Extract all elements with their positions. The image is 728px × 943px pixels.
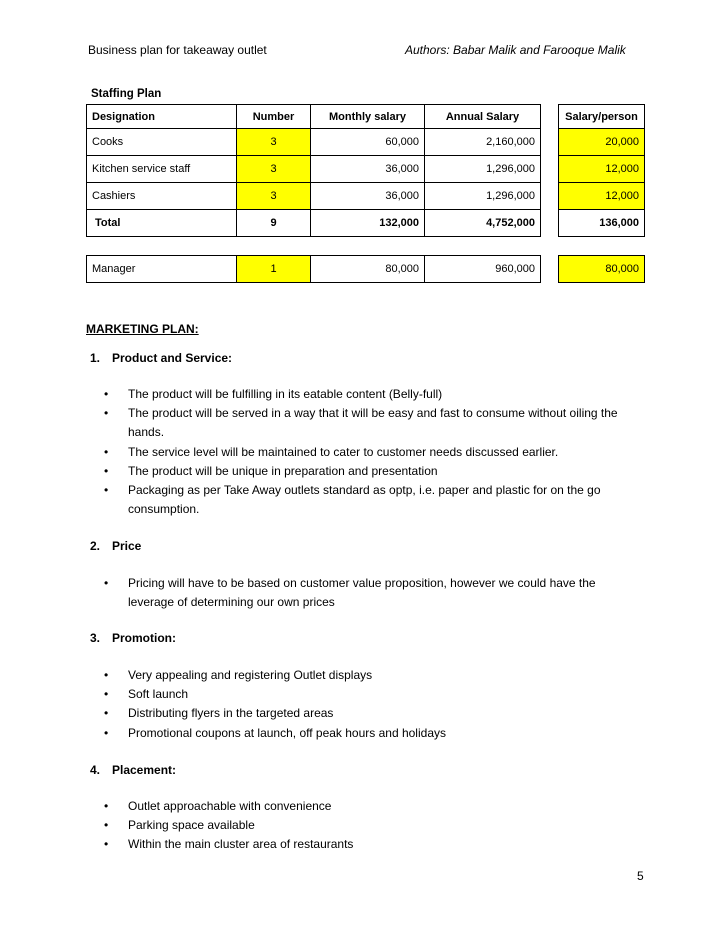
section-number: 4. <box>90 763 101 777</box>
section-heading <box>90 631 176 645</box>
list-item <box>0 797 618 816</box>
list-item <box>0 462 618 481</box>
staffing-header-row <box>87 105 645 129</box>
section-heading <box>90 539 141 553</box>
header-authors: Authors: Babar Malik and Farooque Malik <box>405 43 626 57</box>
table-row <box>87 183 645 210</box>
cell-per-person: 136,000 <box>559 210 645 237</box>
list-item-text: Packaging as per Take Away outlets standard as optp, i.e. paper and plastic for on the go consumption. <box>128 483 601 517</box>
cell-monthly: 132,000 <box>311 210 425 237</box>
cell-annual: 1,296,000 <box>425 156 541 183</box>
total-row <box>87 210 645 237</box>
list-item <box>0 574 618 612</box>
staffing-plan-title: Staffing Plan <box>91 88 162 100</box>
cell-per-person: 80,000 <box>559 256 645 283</box>
list-item-text: Outlet approachable with convenience <box>128 799 332 813</box>
col-salary-per-person: Salary/person <box>559 105 645 129</box>
bullet-icon: • <box>104 725 109 740</box>
bullet-list <box>0 574 728 612</box>
list-item-text: Very appealing and registering Outlet displays <box>128 668 373 682</box>
section-title: Price <box>112 539 142 553</box>
section-heading <box>90 351 232 365</box>
list-item <box>0 385 618 404</box>
section-number: 2. <box>90 539 101 553</box>
list-item-text: The product will be served in a way that it will be easy and fast to consume without oiling the hands. <box>128 406 618 440</box>
section-heading <box>90 763 176 777</box>
bullet-icon: • <box>104 837 109 852</box>
list-item <box>0 685 618 704</box>
cell-monthly: 36,000 <box>311 183 425 210</box>
list-item-text: Parking space available <box>128 818 255 833</box>
section-title: Placement: <box>112 763 177 777</box>
cell-annual: 960,000 <box>425 256 541 283</box>
list-item <box>0 704 618 723</box>
cell-annual: 1,296,000 <box>425 183 541 210</box>
list-item-text: The product will be unique in preparation and presentation <box>128 463 438 478</box>
list-item-text: Within the main cluster area of restaurants <box>128 837 354 852</box>
bullet-list <box>0 385 728 519</box>
bullet-icon: • <box>104 463 109 478</box>
bullet-icon: • <box>104 687 109 702</box>
manager-row <box>87 256 645 283</box>
gap-cell <box>541 183 559 210</box>
list-item <box>0 724 618 743</box>
cell-monthly: 80,000 <box>311 256 425 283</box>
col-designation: Designation <box>87 105 237 129</box>
list-item <box>0 666 618 685</box>
cell-per-person: 20,000 <box>559 129 645 156</box>
cell-number: 1 <box>237 256 311 283</box>
bullet-icon: • <box>104 706 109 721</box>
bullet-icon: • <box>104 818 109 833</box>
cell-designation: Cashiers <box>87 183 237 210</box>
cell-number: 3 <box>237 129 311 156</box>
col-number: Number <box>237 105 311 129</box>
cell-designation: Manager <box>87 256 237 283</box>
table-row <box>87 129 645 156</box>
staffing-table <box>86 104 645 283</box>
cell-number: 3 <box>237 183 311 210</box>
section-title: Product and Service: <box>112 351 233 365</box>
list-item-text: The product will be fulfilling in its eatable content (Belly-full) <box>128 387 443 401</box>
header-title: Business plan for takeaway outlet <box>88 43 267 57</box>
list-item-text: The service level will be maintained to cater to customer needs discussed earlier. <box>128 444 559 459</box>
gap-cell <box>541 129 559 156</box>
cell-designation: Total <box>87 210 237 237</box>
list-item <box>0 404 618 442</box>
section-number: 3. <box>90 631 101 645</box>
bullet-icon: • <box>104 576 109 590</box>
cell-monthly: 36,000 <box>311 156 425 183</box>
section-number: 1. <box>90 351 101 365</box>
marketing-plan-title: MARKETING PLAN: <box>86 322 199 336</box>
cell-per-person: 12,000 <box>559 156 645 183</box>
bullet-icon: • <box>104 406 109 421</box>
bullet-icon: • <box>104 444 109 459</box>
cell-designation: Cooks <box>87 129 237 156</box>
cell-monthly: 60,000 <box>311 129 425 156</box>
bullet-icon: • <box>104 483 109 498</box>
list-item-text: Distributing flyers in the targeted areas <box>128 706 334 721</box>
gap-cell <box>541 210 559 237</box>
gap-cell <box>541 105 559 129</box>
list-item-text: Soft launch <box>128 687 189 702</box>
bullet-icon: • <box>104 799 109 813</box>
gap-cell <box>541 256 559 283</box>
list-item <box>0 481 618 519</box>
cell-per-person: 12,000 <box>559 183 645 210</box>
spacer-row <box>87 237 645 256</box>
col-annual-salary: Annual Salary <box>425 105 541 129</box>
list-item <box>0 443 618 462</box>
bullet-list <box>0 797 728 855</box>
list-item <box>0 835 618 854</box>
gap-cell <box>541 156 559 183</box>
bullet-list <box>0 666 728 743</box>
col-monthly-salary: Monthly salary <box>311 105 425 129</box>
cell-number: 3 <box>237 156 311 183</box>
section-title: Promotion: <box>112 631 176 645</box>
table-row <box>87 156 645 183</box>
list-item <box>0 816 618 835</box>
cell-number: 9 <box>237 210 311 237</box>
page-number: 5 <box>637 869 644 883</box>
cell-designation: Kitchen service staff <box>87 156 237 183</box>
list-item-text: Pricing will have to be based on customer value proposition, however we could have the leverage of determining our own prices <box>128 576 596 610</box>
list-item-text: Promotional coupons at launch, off peak hours and holidays <box>128 725 446 740</box>
cell-annual: 4,752,000 <box>425 210 541 237</box>
cell-annual: 2,160,000 <box>425 129 541 156</box>
bullet-icon: • <box>104 668 109 682</box>
bullet-icon: • <box>104 387 109 401</box>
